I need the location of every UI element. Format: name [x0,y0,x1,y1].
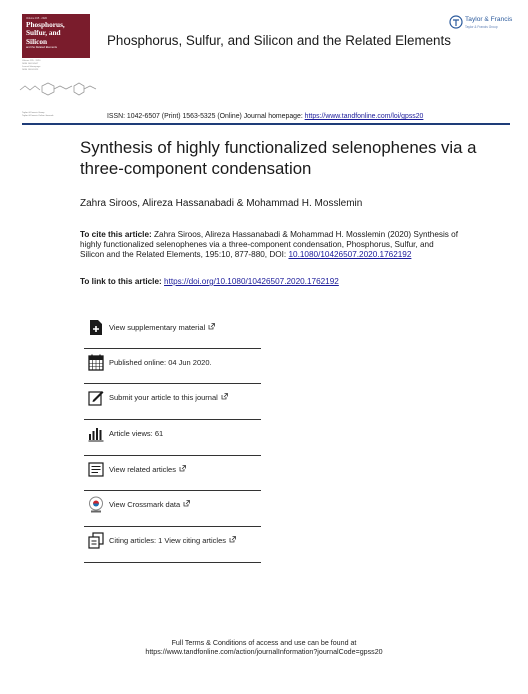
publisher-logo[interactable] [449,14,513,36]
citing-articles-item[interactable] [84,527,261,563]
cover-info-line: Volume 195 · 2020 [22,60,41,62]
issn-text: ISSN: 1042-6507 (Print) 1563-5325 (Online) Journal homepage: [107,113,305,120]
cover-title-line-1: Phosphorus, [26,20,65,29]
journal-homepage-link[interactable]: https://www.tandfonline.com/loi/gpss20 [304,113,424,120]
article-link-line [80,277,339,286]
cover-info [22,60,72,72]
cover-top-text: Volume 195 · 2020 [26,17,47,20]
view-related-articles-item[interactable] [84,456,261,492]
submit-article-icon [88,389,104,406]
external-link-icon [179,465,186,472]
view-supplementary-material-item[interactable] [84,314,261,349]
bar-chart-icon [88,425,104,442]
action-label: Citing articles: 1 View citing articles [109,536,236,545]
citing-articles-icon [88,532,104,549]
cite-label: To cite this article: [80,230,152,239]
action-label: View Crossmark data [109,500,190,509]
journal-cover-thumbnail [22,14,90,58]
cover-subtitle: and the Related Elements [26,46,57,50]
link-label: To link to this article: [80,277,165,286]
supplementary-material-icon [88,319,104,336]
related-articles-icon [88,461,104,478]
action-label: Article views: 61 [109,429,164,439]
article-doi-link[interactable]: https://doi.org/10.1080/10426507.2020.1762192 [164,277,339,286]
external-link-icon [183,500,190,507]
action-label: Published online: 04 Jun 2020. [109,357,212,367]
cover-info-line: ISSN 1042-6507 [22,63,39,65]
issn-line [107,113,423,120]
external-link-icon [208,323,215,330]
article-actions-list [84,314,261,563]
article-authors: Zahra Siroos, Alireza Hassanabadi & Mohammad H. Mosslemin [80,198,363,209]
published-online-item [84,349,261,385]
submit-article-item[interactable] [84,384,261,420]
cover-info-line: ISSN 1563-5325 [22,69,39,71]
cover-title-line-2: Sulfur, and [26,28,61,38]
article-title: Synthesis of highly functionalized selenophenes via a three-component condensation [80,138,477,178]
publisher-note-line: Taylor & Francis Online Journals [22,115,54,117]
cover-publisher-note [22,112,88,118]
action-label: View supplementary material [109,323,215,332]
external-link-icon [229,536,236,543]
footer-terms-text: Full Terms & Conditions of access and use can be found at [171,639,357,647]
publisher-note-line: Taylor & Francis Group [22,112,45,114]
article-views-item [84,420,261,456]
citation-block [80,230,460,261]
external-link-icon [221,393,228,400]
chemical-structure-image [18,78,98,98]
header-divider [22,123,510,125]
calendar-icon [88,354,104,371]
cite-text: Zahra Siroos, Alireza Hassanabadi & Mohammad H. Mosslemin (2020) Synthesis of highly functionalized selenophenes via a three-component condensation, Phosphorus, Sulfur, and Silicon and the Related Elements, 195:10, 877-880, DOI: [80,230,458,260]
footer-terms-link[interactable]: https://www.tandfonline.com/action/journalInformation?journalCode=gpss20 [145,648,383,657]
view-crossmark-item[interactable] [84,491,261,527]
cover-info-line: Journal Homepage [22,66,41,68]
crossmark-icon [88,496,104,513]
taylor-francis-logo-icon [449,15,463,29]
publisher-tagline: Taylor & Francis Group [465,25,498,29]
journal-name[interactable]: Phosphorus, Sulfur, and Silicon and the Related Elements [107,33,451,48]
action-label: Submit your article to this journal [109,393,228,402]
publisher-name: Taylor & Francis [465,16,513,23]
cover-title-line-3: Silicon [26,36,48,46]
footer [0,639,528,658]
cite-doi-link[interactable]: 10.1080/10426507.2020.1762192 [288,250,412,260]
action-label: View related articles [109,465,186,474]
